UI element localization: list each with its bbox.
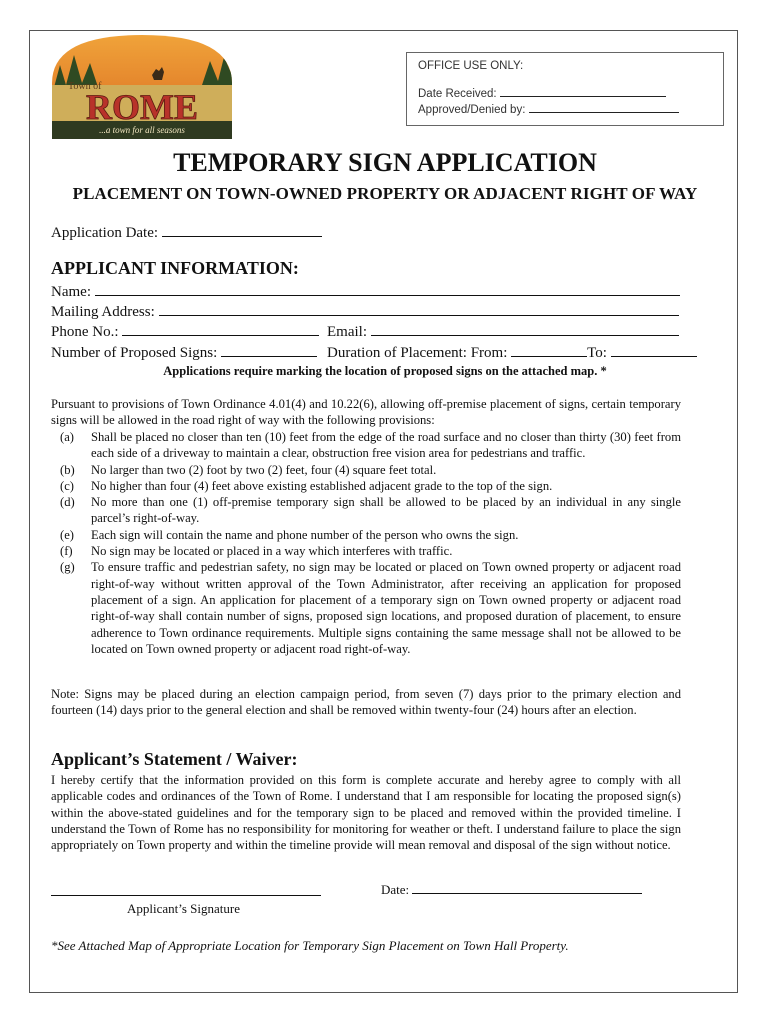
provision-item: (b) No larger than two (2) foot by two (2) feet, four (4) square feet total. bbox=[60, 462, 437, 477]
election-note: Note: Signs may be placed during an election campaign period, from seven (7) days prior to the primary election and fourteen (14) days prior to the general election and shall be removed within twenty-four (24) hours after an election. bbox=[51, 687, 681, 718]
duration-from-field[interactable] bbox=[511, 343, 587, 357]
date-received-field[interactable] bbox=[500, 86, 666, 97]
provision-item: (c) No higher than four (4) feet above existing established adjacent grade to the top of the sign. bbox=[60, 478, 553, 493]
statement-text: I hereby certify that the information provided on this form is complete accurate and hereby agree to comply with all applicable codes and ordinances of the Town of Rome. I understand that I am responsible for locating the proposed sign(s) within the above-stated guidelines and for the temporary sign to be placed and removed within the provided timeline. I understand the Town of Rome has no responsibility for monitoring for weather or theft. I understand failure to place the sign appropriately on Town property and within the timeline provide will mean removal and disposal of the sign without notice. bbox=[51, 773, 681, 853]
number-of-signs-label: Number of Proposed Signs: bbox=[51, 345, 218, 361]
email-label: Email: bbox=[327, 324, 367, 340]
mailing-address-label: Mailing Address: bbox=[51, 304, 155, 320]
office-use-title: OFFICE USE ONLY: bbox=[418, 60, 524, 72]
application-date-label: Application Date: bbox=[51, 225, 159, 241]
number-of-signs-field[interactable] bbox=[221, 343, 317, 357]
date-received-label: Date Received: bbox=[418, 88, 497, 100]
logo-tagline: ...a town for all seasons bbox=[99, 125, 185, 135]
duration-from-label: Duration of Placement: From: bbox=[327, 345, 508, 361]
application-date-field[interactable] bbox=[162, 223, 322, 237]
provision-item: (e) Each sign will contain the name and phone number of the person who owns the sign. bbox=[60, 527, 519, 542]
signature-field[interactable] bbox=[51, 895, 321, 896]
approved-denied-field[interactable] bbox=[529, 102, 679, 113]
provision-item: (g) To ensure traffic and pedestrian safety, no sign may be located or placed on Town owned property or adjacent road right-of-way without written approval of the Town Administrator, after receiving an application for proposed placement of a sign. An application for placement of a temporary sign on Town owned property or adjacent road right-of-way shall contain number of signs, proposed sign locations, and proposed duration of placement, to ensure adherence to Town ordinance requirements. Multiple signs containing the same message shall not be allowed to be located on Town owned property or adjacent road right-of-way. bbox=[60, 560, 681, 656]
provision-item: (a) Shall be placed no closer than ten (10) feet from the edge of the road surface and no closer than thirty (30) feet from each side of a driveway to maintain a clear, obstruction free vision area for pedestrians and traffic. bbox=[60, 430, 681, 461]
statement-heading: Applicant’s Statement / Waiver: bbox=[51, 749, 298, 769]
provisions-list bbox=[51, 429, 681, 657]
provisions-intro: Pursuant to provisions of Town Ordinance 4.01(4) and 10.22(6), allowing off-premise placement of signs, certain temporary signs will be allowed in the road right of way with the following provisions: bbox=[51, 397, 681, 428]
map-requirement-note: Applications require marking the location of proposed signs on the attached map. * bbox=[163, 364, 607, 378]
phone-field[interactable] bbox=[122, 322, 319, 336]
provision-item: (f) No sign may be located or placed in a way which interferes with traffic. bbox=[60, 544, 453, 559]
name-field[interactable] bbox=[95, 282, 680, 296]
logo-big-text: ROME bbox=[86, 87, 198, 127]
duration-to-label: To: bbox=[587, 345, 607, 361]
duration-to-field[interactable] bbox=[611, 343, 697, 357]
mailing-address-field[interactable] bbox=[159, 302, 679, 316]
signature-caption: Applicant’s Signature bbox=[127, 901, 241, 916]
page-title: TEMPORARY SIGN APPLICATION bbox=[173, 148, 597, 177]
footer-map-note: *See Attached Map of Appropriate Location for Temporary Sign Placement on Town Hall Property. bbox=[51, 938, 569, 953]
email-field[interactable] bbox=[371, 322, 679, 336]
applicant-info-heading: APPLICANT INFORMATION: bbox=[51, 258, 299, 278]
date-label: Date: bbox=[381, 882, 410, 897]
logo-small-text: Town of bbox=[68, 81, 102, 92]
name-label: Name: bbox=[51, 284, 91, 300]
phone-label: Phone No.: bbox=[51, 324, 119, 340]
approved-denied-label: Approved/Denied by: bbox=[418, 104, 526, 116]
signature-date-field[interactable] bbox=[412, 882, 642, 894]
page-subtitle: PLACEMENT ON TOWN-OWNED PROPERTY OR ADJACENT RIGHT OF WAY bbox=[72, 184, 698, 203]
town-of-rome-logo bbox=[52, 35, 232, 139]
provision-item: (d) No more than one (1) off-premise temporary sign shall be allowed to be placed by an individual in any single parcel’s right-of-way. bbox=[60, 495, 681, 526]
office-use-box bbox=[406, 52, 724, 126]
